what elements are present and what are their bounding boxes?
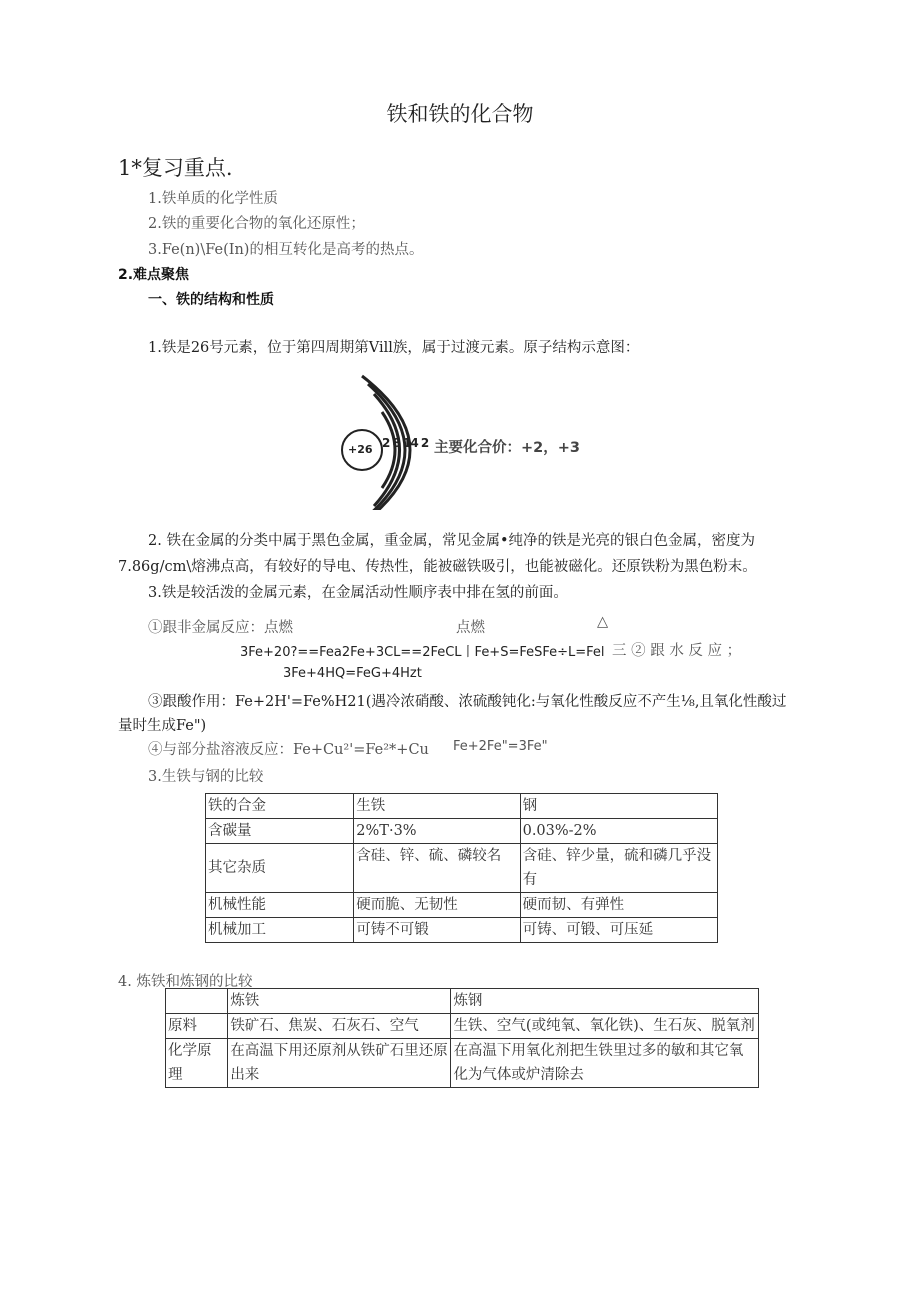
table-cell: 可铸、可锻、可压延 bbox=[520, 918, 717, 943]
table-cell: 原料 bbox=[166, 1014, 228, 1039]
table-cell: 铁的合金 bbox=[206, 794, 354, 819]
table1-caption: 3.生铁与钢的比较 bbox=[148, 769, 264, 785]
table-row bbox=[166, 1014, 759, 1039]
table-cell: 含硅、锌少量，硫和磷几乎没有 bbox=[520, 844, 717, 893]
table-cell: 机械性能 bbox=[206, 893, 354, 918]
table-cell: 在高温下用还原剂从铁矿石里还原出来 bbox=[228, 1039, 451, 1088]
shell-electrons: 2 8 14 2 bbox=[382, 436, 429, 450]
table-cell: 硬而韧、有弹性 bbox=[520, 893, 717, 918]
heat-symbol: △ bbox=[597, 614, 609, 630]
table-row bbox=[206, 819, 718, 844]
table-header-row bbox=[206, 794, 718, 819]
table-cell: 其它杂质 bbox=[206, 844, 354, 893]
table-cell: 铁矿石、焦炭、石灰石、空气 bbox=[228, 1014, 451, 1039]
table-cell: 硬而脆、无韧性 bbox=[354, 893, 520, 918]
table-row bbox=[206, 844, 718, 893]
ironmaking-steelmaking-table bbox=[165, 988, 759, 1088]
reaction-1-condition: 点燃 bbox=[456, 620, 485, 636]
reaction-2-equation: 3Fe+4HQ=FeG+4Hzt bbox=[283, 666, 422, 681]
paragraph-2-line1: 2. 铁在金属的分类中属于黑色金属，重金属，常见金属•纯净的铁是光亮的银白色金属，密度为 bbox=[148, 533, 755, 549]
table-row bbox=[206, 893, 718, 918]
table2-caption: 4. 炼铁和炼钢的比较 bbox=[118, 974, 253, 990]
iron-steel-table bbox=[205, 793, 718, 943]
reaction-3-line2: 量时生成Fe") bbox=[118, 718, 207, 734]
table-cell: 含碳量 bbox=[206, 819, 354, 844]
table-cell: 0.03%-2% bbox=[520, 819, 717, 844]
review-item-1: 1.铁单质的化学性质 bbox=[148, 191, 278, 207]
table-cell: 炼铁 bbox=[228, 989, 451, 1014]
section2-heading: 2.难点聚焦 bbox=[118, 267, 190, 283]
reaction-4-label: ④与部分盐溶液反应：Fe+Cu²'=Fe²*+Cu bbox=[148, 742, 429, 758]
table-cell: 生铁、空气(或纯氧、氧化铁)、生石灰、脱氧剂 bbox=[451, 1014, 759, 1039]
reaction-1-equation: 3Fe+20?==Fea2Fe+3CL==2FeCL丨Fe+S=FeSFe÷L=Fel bbox=[240, 645, 605, 660]
table-cell: 含硅、锌、硫、磷较名 bbox=[354, 844, 520, 893]
reaction-1-label: ①跟非金属反应：点燃 bbox=[148, 620, 293, 636]
table-cell: 机械加工 bbox=[206, 918, 354, 943]
paragraph-3: 3.铁是较活泼的金属元素，在金属活动性顺序表中排在氢的前面。 bbox=[148, 585, 568, 601]
subsection-heading: 一、铁的结构和性质 bbox=[148, 292, 274, 308]
paragraph-1: 1.铁是26号元素，位于第四周期第Vill族，属于过渡元素。原子结构示意图： bbox=[148, 340, 640, 356]
reaction-2-label: 三 ② 跟 水 反 应 ； bbox=[612, 643, 742, 659]
paragraph-2-line2: 7.86g/cm\熔沸点高，有较好的导电、传热性，能被磁铁吸引，也能被磁化。还原铁粉为黑色粉末。 bbox=[118, 559, 757, 575]
table-cell: 可铸不可锻 bbox=[354, 918, 520, 943]
table-cell: 2%T·3% bbox=[354, 819, 520, 844]
table-cell: 炼钢 bbox=[451, 989, 759, 1014]
valence-label: 主要化合价：+2，+3 bbox=[434, 440, 580, 456]
table-row bbox=[206, 918, 718, 943]
table-header-row bbox=[166, 989, 759, 1014]
table-row bbox=[166, 1039, 759, 1088]
reaction-3-line1: ③跟酸作用：Fe+2H'=Fe%H21(遇冷浓硝酸、浓硫酸钝化:与氧化性酸反应不产生⅛,且氧化性酸过 bbox=[148, 694, 787, 710]
table-cell: 在高温下用氧化剂把生铁里过多的敏和其它氧化为气体或炉清除去 bbox=[451, 1039, 759, 1088]
section1-heading: 1*复习重点. bbox=[118, 156, 233, 180]
table-cell bbox=[166, 989, 228, 1014]
table-cell: 钢 bbox=[520, 794, 717, 819]
reaction-4-equation: Fe+2Fe"=3Fe" bbox=[453, 739, 548, 754]
page-title: 铁和铁的化合物 bbox=[386, 102, 534, 126]
review-item-3: 3.Fe(n)\Fe(In)的相互转化是高考的热点。 bbox=[148, 242, 424, 258]
review-item-2: 2.铁的重要化合物的氧化还原性； bbox=[148, 216, 365, 232]
table-cell: 生铁 bbox=[354, 794, 520, 819]
table-cell: 化学原理 bbox=[166, 1039, 228, 1088]
nucleus-label: +26 bbox=[348, 443, 373, 456]
